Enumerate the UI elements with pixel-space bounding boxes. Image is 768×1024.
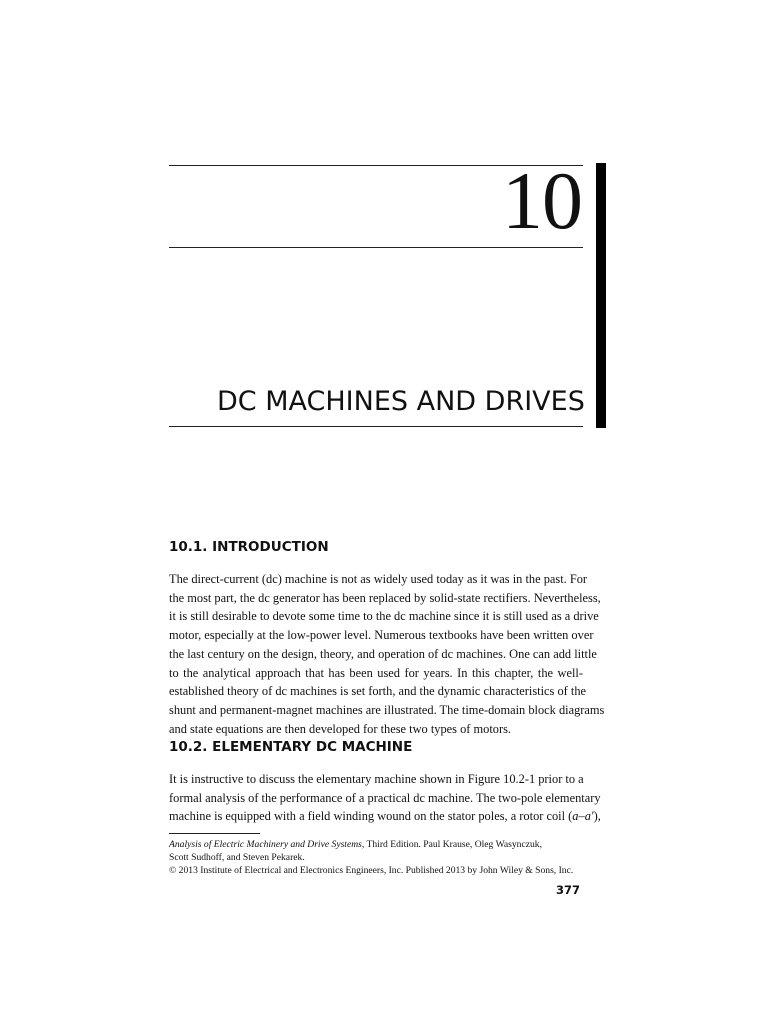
section-heading-introduction: 10.1. INTRODUCTION bbox=[169, 539, 329, 555]
text-line: The direct-current (dc) machine is not as widely used today as it was in the past. For bbox=[169, 572, 588, 586]
text-line: established theory of dc machines is set forth, and the dynamic characteristics of the bbox=[169, 684, 587, 699]
title-underline-rule bbox=[169, 426, 583, 427]
chapter-side-bar bbox=[596, 163, 606, 428]
text-line: motor, especially at the low-power level. Numerous textbooks have been written over bbox=[169, 628, 594, 643]
text-line: It is instructive to discuss the elementary machine shown in Figure 10.2-1 prior to a bbox=[169, 772, 584, 786]
text-line: the most part, the dc generator has been replaced by solid-state rectifiers. Nevertheless, bbox=[169, 590, 601, 605]
book-title: Analysis of Electric Machinery and Drive Systems bbox=[169, 839, 362, 850]
text-line-with-coil-symbol bbox=[169, 807, 601, 826]
footnote-line: © 2013 Institute of Electrical and Electronics Engineers, Inc. Published 2013 by John Wiley & Sons, Inc. bbox=[169, 865, 574, 876]
text-line: the last century on the design, theory, and operation of dc machines. One can add little bbox=[169, 646, 597, 661]
page-number: 377 bbox=[555, 883, 580, 897]
number-underline-rule bbox=[169, 247, 583, 248]
coil-symbol: a–a′ bbox=[572, 809, 594, 824]
text-segment: machine is equipped with a field winding wound on the stator poles, a rotor coil ( bbox=[169, 809, 573, 824]
chapter-title: DC MACHINES AND DRIVES bbox=[217, 386, 585, 417]
section-heading-elementary-dc-machine: 10.2. ELEMENTARY DC MACHINE bbox=[169, 739, 413, 755]
footnote bbox=[169, 838, 583, 877]
paragraph-introduction bbox=[169, 570, 605, 738]
text-segment: ), bbox=[593, 809, 601, 824]
text-line: formal analysis of the performance of a practical dc machine. The two-pole elementary bbox=[169, 790, 601, 805]
text-line: and state equations are then developed for these two types of motors. bbox=[169, 721, 512, 736]
text-line: shunt and permanent-magnet machines are illustrated. The time-domain block diagrams bbox=[169, 702, 605, 717]
footnote-line bbox=[169, 838, 583, 851]
chapter-number: 10 bbox=[502, 155, 582, 246]
footnote-rule bbox=[169, 833, 260, 834]
text-line: to the analytical approach that has been used for years. In this chapter, the well- bbox=[169, 665, 583, 680]
text-segment: , Third Edition. Paul Krause, Oleg Wasynczuk, bbox=[361, 839, 542, 850]
footnote-line: Scott Sudhoff, and Steven Pekarek. bbox=[169, 852, 305, 863]
text-line: it is still desirable to devote some time to the dc machine since it is still used as a drive bbox=[169, 609, 599, 624]
paragraph-elementary-dc-machine bbox=[169, 770, 601, 826]
